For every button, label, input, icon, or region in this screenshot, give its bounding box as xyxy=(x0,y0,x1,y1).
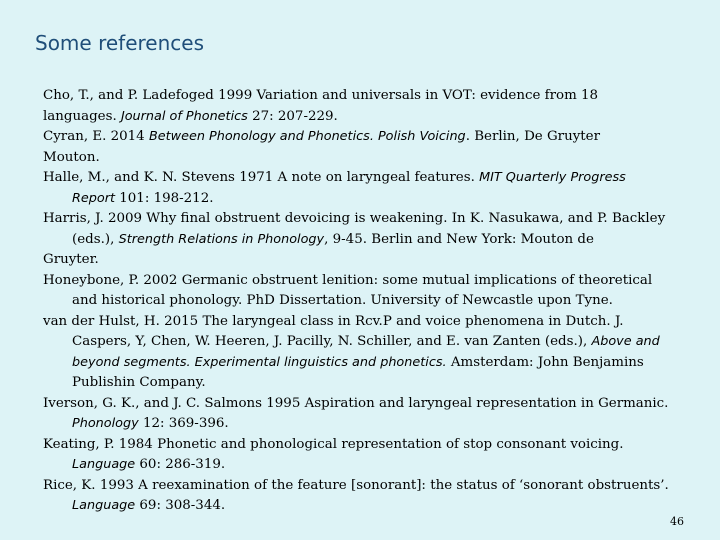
reference-text: Caspers, Y, Chen, W. Heeren, J. Pacilly, N. Schiller, and E. van Zanten (eds.), xyxy=(72,334,592,349)
reference-line xyxy=(43,414,693,435)
reference-text: 12: 369-396. xyxy=(138,416,229,431)
reference-entry xyxy=(43,271,693,312)
reference-entry xyxy=(43,127,693,168)
reference-entry xyxy=(43,476,693,517)
book-title: Strength Relations in Phonology xyxy=(118,231,325,247)
reference-line: Cho, T., and P. Ladefoged 1999 Variation and universals in VOT: evidence from 18 xyxy=(43,88,599,103)
reference-text: 60: 286-319. xyxy=(135,457,226,472)
reference-text: languages. xyxy=(43,108,121,124)
reference-line xyxy=(43,127,693,148)
journal-title: Journal of Phonetics xyxy=(120,108,248,124)
reference-text: , 9-45. Berlin and New York: Mouton de xyxy=(324,231,594,247)
reference-text: Cyran, E. 2014 xyxy=(43,129,149,144)
book-title: Above and xyxy=(591,334,660,349)
reference-line: Publishin Company. xyxy=(72,375,206,390)
reference-line xyxy=(43,168,693,189)
reference-list xyxy=(43,86,693,517)
journal-title: Report xyxy=(72,190,115,206)
reference-line: and historical phonology. PhD Dissertation. University of Newcastle upon Tyne. xyxy=(72,293,613,308)
reference-text: 27: 207-229. xyxy=(247,108,338,124)
reference-line: van der Hulst, H. 2015 The laryngeal class in Rcv.P and voice phenomena in Dutch. J. xyxy=(43,313,624,329)
reference-line xyxy=(43,496,693,517)
reference-entry xyxy=(43,209,693,271)
book-title: Between Phonology and Phonetics. Polish Voicing xyxy=(148,129,466,144)
reference-entry xyxy=(43,86,693,127)
slide-title: Some references xyxy=(35,31,204,55)
reference-line xyxy=(43,107,693,128)
reference-text: Amsterdam: John Benjamins xyxy=(446,354,644,370)
reference-line xyxy=(43,353,693,374)
reference-text: (eds.), xyxy=(72,231,119,247)
reference-line: Gruyter. xyxy=(43,252,99,267)
reference-text: Halle, M., and K. N. Stevens 1971 A note on laryngeal features. xyxy=(43,170,480,185)
reference-entry xyxy=(43,435,693,476)
reference-line: Harris, J. 2009 Why final obstruent devoicing is weakening. In K. Nasukawa, and P. Backley xyxy=(43,211,666,226)
page-number: 46 xyxy=(670,515,684,528)
reference-line: Iverson, G. K., and J. C. Salmons 1995 Aspiration and laryngeal representation in Germanic. xyxy=(43,395,669,411)
reference-entry xyxy=(43,168,693,209)
reference-entry xyxy=(43,394,693,435)
journal-title: Language xyxy=(72,498,136,513)
reference-entry xyxy=(43,312,693,394)
reference-line: Honeybone, P. 2002 Germanic obstruent lenition: some mutual implications of theoretical xyxy=(43,272,653,288)
reference-text: . Berlin, De Gruyter xyxy=(465,129,600,144)
reference-line xyxy=(43,455,693,476)
reference-line: Rice, K. 1993 A reexamination of the feature [sonorant]: the status of ‘sonorant obstruents’. xyxy=(43,477,669,493)
reference-text: 69: 308-344. xyxy=(135,498,226,513)
reference-line xyxy=(43,332,693,353)
journal-title: Phonology xyxy=(72,416,139,431)
reference-line xyxy=(43,189,693,210)
journal-title: MIT Quarterly Progress xyxy=(479,170,626,185)
reference-text: 101: 198-212. xyxy=(115,190,214,206)
journal-title: Language xyxy=(72,457,136,472)
book-title: beyond segments. Experimental linguistics and phonetics. xyxy=(72,354,447,370)
reference-line xyxy=(43,230,693,251)
reference-line: Mouton. xyxy=(43,149,100,165)
reference-line: Keating, P. 1984 Phonetic and phonological representation of stop consonant voicing. xyxy=(43,436,624,452)
